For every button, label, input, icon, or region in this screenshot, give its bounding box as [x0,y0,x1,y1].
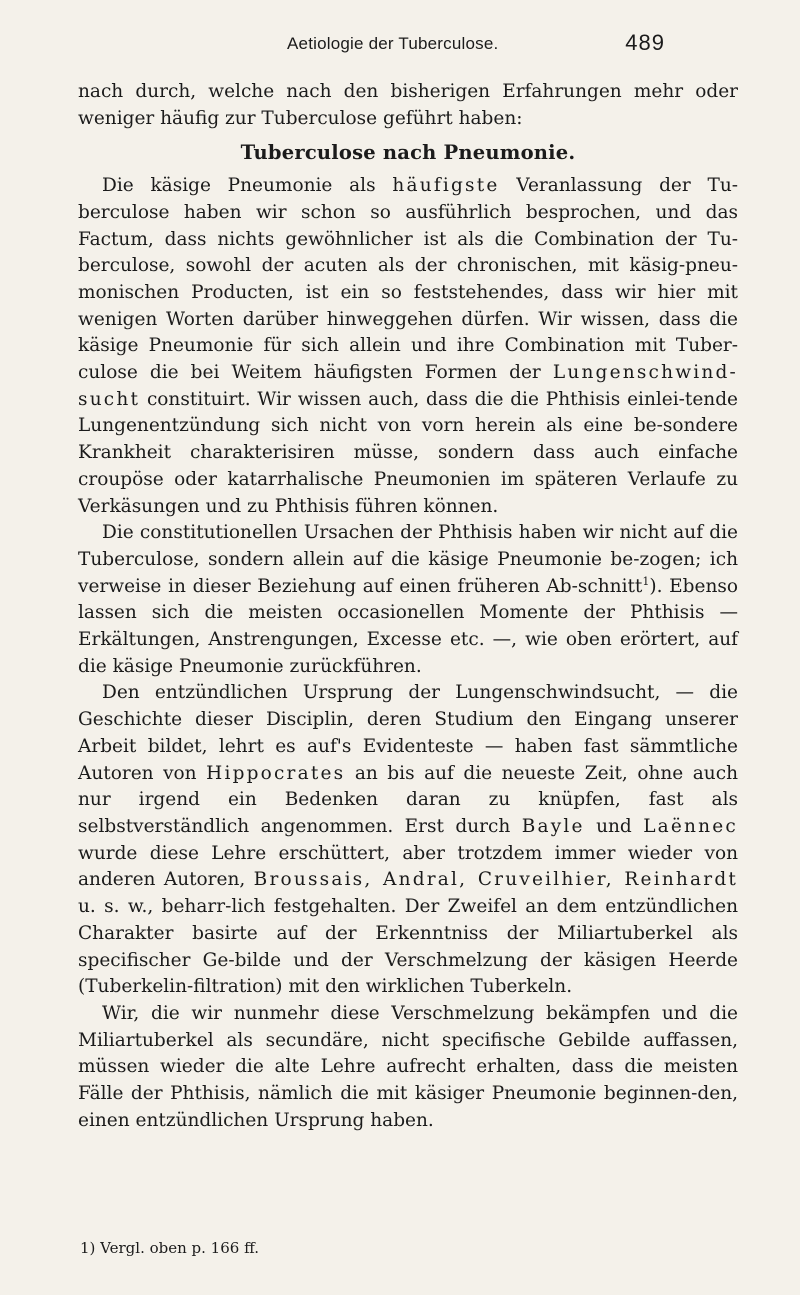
section-heading: Tuberculose nach Pneumonie. [240,141,576,165]
emphasized-term: häufigste [392,175,500,197]
paragraph: Die käsige Pneumonie als häufigste Veranlassung der Tu-berculose haben wir schon so ausführlich besprochen, und das Factum, dass nichts gewöhnlicher ist als die Combination der Tu-berculose, sowohl der acuten als der chronischen, mit käsig-pneu-monischen Producten, ist ein so feststehendes, dass wir hier mit wenigen Worten darüber hinweggehen dürfen. Wir wissen, dass die käsige Pneumonie für sich allein und ihre Combination mit Tuber-culose die bei Weitem häufigsten Formen der Lungenschwind-sucht constituirt. Wir wissen auch, dass die die Phthisis einlei-tende Lungenentzündung sich nicht von vorn herein als eine be-sondere Krankheit charakterisiren müsse, sondern dass auch einfache croupöse oder katarrhalische Pneumonien im späteren Verlaufe zu Verkäsungen und zu Phthisis führen können. [78,175,738,517]
author-name: Bayle [521,815,585,837]
body-text [78,79,738,1134]
footnote-reference[interactable]: 1 [642,574,650,588]
page-number: 489 [625,30,665,55]
author-names: Broussais, Andral, Cruveilhier, Reinhardt [253,869,738,891]
footnote: 1) Vergl. oben p. 166 ff. [80,1239,259,1257]
running-head [0,30,800,56]
opening-paragraph: nach durch, welche nach den bisherigen Erfahrungen mehr oder weniger häufig zur Tuberculose geführt haben: [78,81,738,129]
author-name: Laënnec [643,815,738,837]
emphasized-term: Lungenschwind-sucht [78,362,738,410]
paragraph: Den entzündlichen Ursprung der Lungenschwindsucht, — die Geschichte dieser Disciplin, deren Studium den Eingang unserer Arbeit bildet, lehrt es auf's Evidenteste — haben fast sämmtliche Autoren von Hippocrates an bis auf die neueste Zeit, ohne auch nur irgend ein Bedenken daran zu knüpfen, fast als selbstverständlich angenommen. Erst durch Bayle und Laënnec wurde diese Lehre erschüttert, aber trotzdem immer wieder von anderen Autoren, Broussais, Andral, Cruveilhier, Reinhardt u. s. w., beharr-lich festgehalten. Der Zweifel an dem entzündlichen Charakter basirte auf der Erkenntniss der Miliartuberkel als specifischer Ge-bilde und der Verschmelzung der käsigen Heerde (Tuberkelin-filtration) mit den wirklichen Tuberkeln. [78,682,739,998]
running-title: Aetiologie der Tuberculose. [287,34,499,53]
paragraph: Die constitutionellen Ursachen der Phthisis haben wir nicht auf die Tuberculose, sondern allein auf die käsige Pneumonie be-zogen; ich verweise in dieser Beziehung auf einen früheren Ab-schnitt$^1$). Ebenso lassen sich die meisten occasionellen Momente der Phthisis — Erkältungen, Anstrengungen, Excesse etc. —, wie oben erörtert, auf die käsige Pneumonie zurückführen. [78,522,738,677]
author-name: Hippocrates [206,762,346,784]
paragraph: Wir, die wir nunmehr diese Verschmelzung bekämpfen und die Miliartuberkel als secundäre, nicht specifische Gebilde auffassen, müssen wieder die alte Lehre aufrecht erhalten, dass die meisten Fälle der Phthisis, nämlich die mit käsiger Pneumonie beginnen-den, einen entzündlichen Ursprung haben. [78,1002,738,1131]
